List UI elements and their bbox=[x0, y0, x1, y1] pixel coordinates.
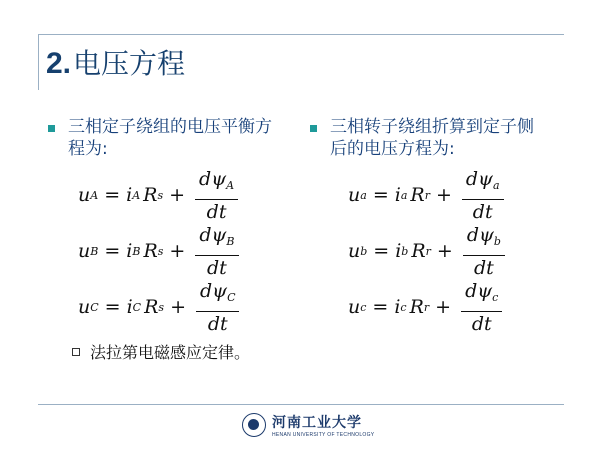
right-bullet-text: 三相转子绕组折算到定子侧后的电压方程为: bbox=[330, 117, 534, 159]
stator-equations bbox=[78, 167, 239, 340]
title-number: 2. bbox=[46, 47, 72, 80]
fraction: $\frac{d\psi_c}{dt}$ bbox=[461, 280, 502, 335]
university-logo bbox=[242, 412, 374, 438]
equation-stator-c: u C = i C R s + $\frac{d\psi_C}{dt}$ bbox=[78, 284, 239, 330]
logo-chinese-name: 河南工业大学 bbox=[272, 415, 362, 431]
title-text: 电压方程 bbox=[73, 47, 186, 80]
square-bullet-icon bbox=[310, 125, 317, 132]
fraction: $\frac{d\psi_A}{dt}$ bbox=[195, 168, 238, 223]
left-bullet-item bbox=[48, 116, 298, 160]
square-bullet-icon bbox=[48, 125, 55, 132]
hollow-square-bullet-icon bbox=[72, 348, 80, 356]
top-rule bbox=[38, 34, 564, 35]
equation-stator-a: u A = i A R s + $\frac{d\psi_A}{dt}$ bbox=[78, 172, 239, 218]
equation-rotor-c: u c = i c R r + $\frac{d\psi_c}{dt}$ bbox=[348, 284, 505, 330]
equation-rotor-b: u b = i b R r + $\frac{d\psi_b}{dt}$ bbox=[348, 228, 505, 274]
fraction: $\frac{d\psi_b}{dt}$ bbox=[463, 224, 505, 279]
bottom-rule bbox=[38, 404, 564, 405]
rotor-equations bbox=[348, 167, 505, 340]
fraction: $\frac{d\psi_a}{dt}$ bbox=[462, 168, 504, 223]
title-accent-rule bbox=[38, 34, 39, 90]
right-column bbox=[310, 116, 560, 160]
sub-bullet-text: 法拉第电磁感应定律。 bbox=[90, 343, 251, 362]
equation-stator-b: u B = i B R s + $\frac{d\psi_B}{dt}$ bbox=[78, 228, 239, 274]
slide-title bbox=[46, 42, 185, 86]
equation-rotor-a: u a = i a R r + $\frac{d\psi_a}{dt}$ bbox=[348, 172, 505, 218]
university-seal-icon bbox=[242, 413, 266, 437]
right-bullet-item bbox=[310, 116, 560, 160]
left-column bbox=[48, 116, 298, 160]
sub-bullet-item bbox=[72, 340, 250, 363]
left-bullet-text: 三相定子绕组的电压平衡方程为: bbox=[68, 117, 272, 159]
fraction: $\frac{d\psi_B}{dt}$ bbox=[195, 224, 238, 279]
fraction: $\frac{d\psi_C}{dt}$ bbox=[196, 280, 240, 335]
logo-english-name: HENAN UNIVERSITY OF TECHNOLOGY bbox=[272, 432, 375, 438]
